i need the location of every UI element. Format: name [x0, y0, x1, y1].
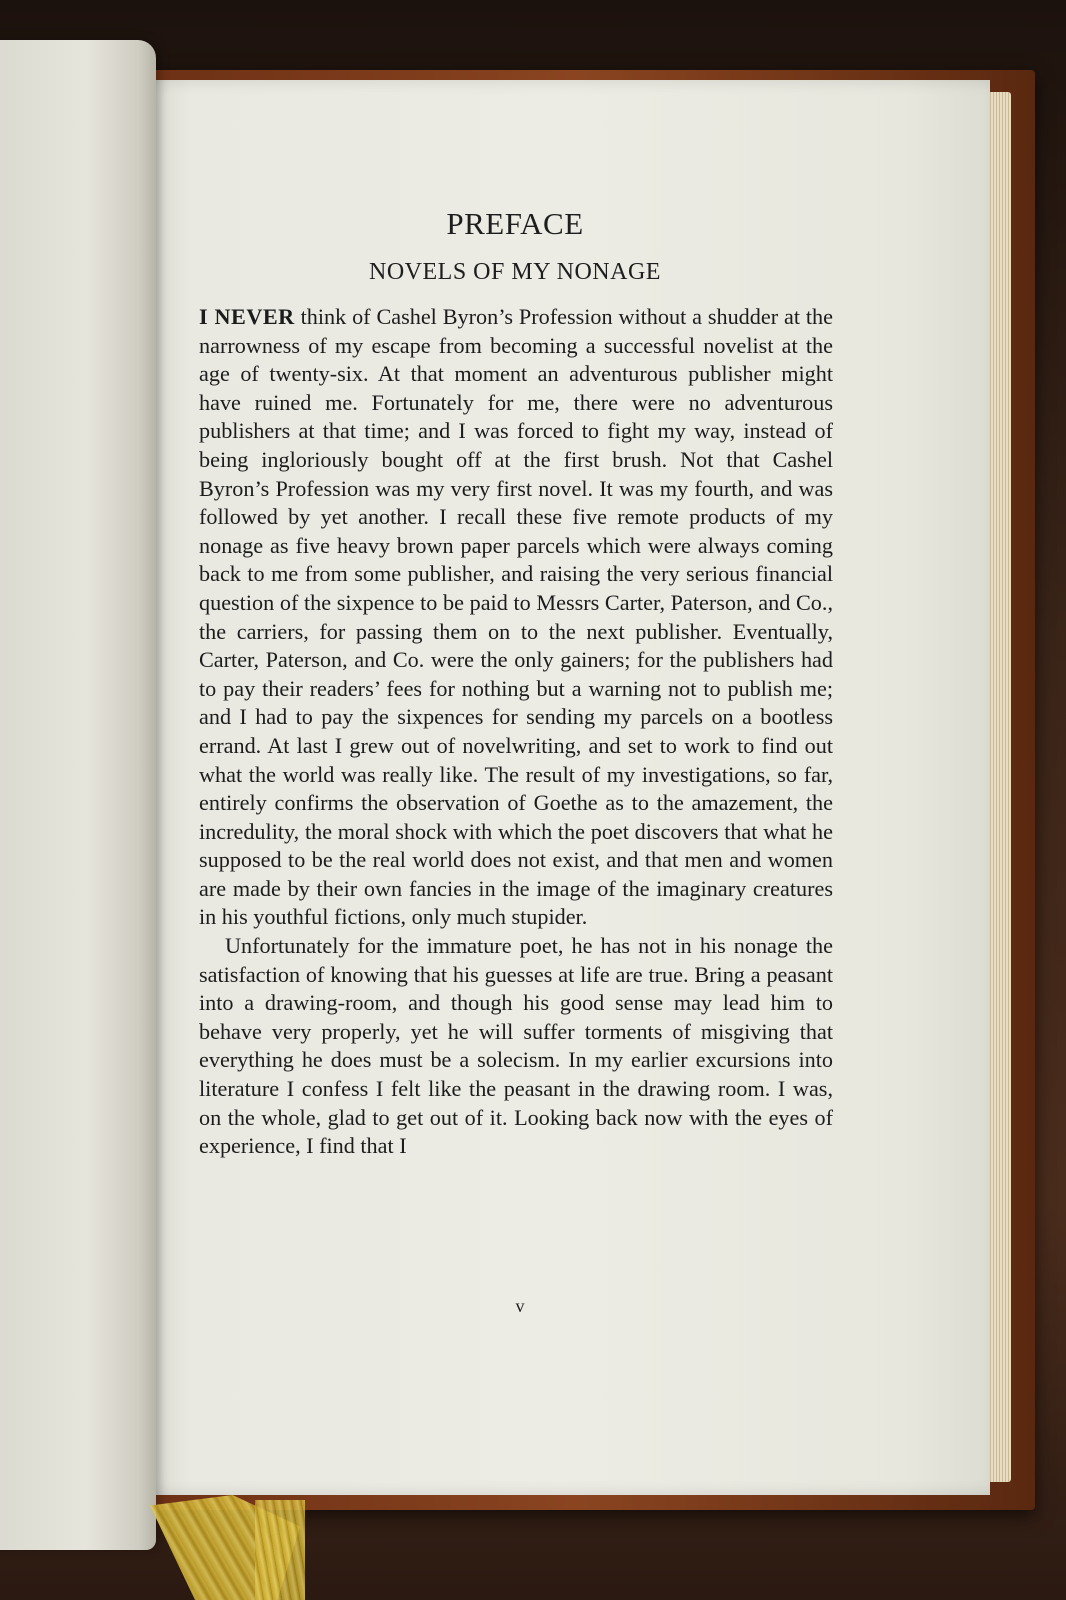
paragraph	[199, 303, 833, 932]
facing-page	[0, 40, 156, 1550]
bookmark-ribbon-strand	[255, 1500, 305, 1600]
paragraph-text: think of Cashel Byron’s Profession without a shudder at the narrowness of my escape from becoming a successful novelist at the age of twenty-six. At that moment an adventurous publisher might have ruined me. Fortunately for me, there were no adventurous publishers at that time; and I was forced to fight my way, instead of being ingloriously bought off at the first brush. Not that Cashel Byron’s Profession was my very first novel. It was my fourth, and was followed by yet another. I recall these five remote products of my nonage as five heavy brown paper parcels which were always coming back to me from some publisher, and raising the very serious financial question of the sixpence to be paid to Messrs Carter, Paterson, and Co., the carriers, for passing them on to the next publisher. Eventually, Carter, Paterson, and Co. were the only gainers; for the publishers had to pay their readers’ fees for nothing but a warning not to publish me; and I had to pay the sixpences for sending my parcels on a bootless errand. At last I grew out of novelwriting, and set to work to find out what the world was really like. The result of my investigations, so far, entirely confirms the observation of Goethe as to the amazement, the incredulity, the moral shock with which the poet discovers that what he supposed to be the real world does not exist, and that men and women are made by their own fancies in the image of the imaginary creatures in his youthful fictions, only much stupider.	[199, 304, 834, 930]
paragraph: Unfortunately for the immature poet, he has not in his nonage the satisfaction of knowing that his guesses at life are true. Bring a peasant into a drawing-room, and though his good sense may lead him to behave very properly, yet he will suffer torments of misgiving that everything he does must be a solecism. In my earlier excursions into literature I confess I felt like the peasant in the drawing room. I was, on the whole, glad to get out of it. Looking back now with the eyes of experience, I find that I	[199, 933, 833, 1159]
page-subtitle: NOVELS OF MY NONAGE	[369, 259, 661, 285]
page-title: PREFACE	[446, 206, 584, 241]
opening-small-caps: I NEVER	[199, 304, 295, 329]
body-text	[199, 303, 833, 1161]
page-number: v	[515, 1296, 525, 1316]
